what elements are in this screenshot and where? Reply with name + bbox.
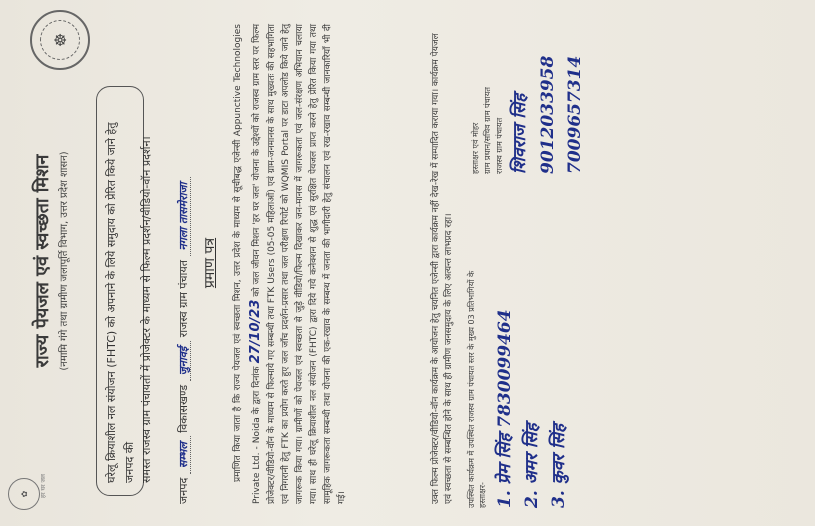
dept-logo-icon: ✿ <box>8 478 40 510</box>
location-row <box>176 24 191 504</box>
para1-start: प्रमाणित किया जाता है कि राज्य पेयजल एवं स्वच्छता मिशन, उत्तर प्रदेश के माध्यम से सूचीबद्ध एजेन्सी Appunctive Technologies Private Ltd. - Noida के द्वारा दिनांक <box>233 24 262 504</box>
gram-value: नगला तासमेराजा <box>177 177 191 257</box>
pradhan-phone-1: 9012033958 <box>537 55 558 174</box>
mission-title: राज्य पेयजल एवं स्वच्छता मिशन <box>32 154 53 368</box>
pradhan-signature-block <box>470 14 589 174</box>
participant-1-signature: 1. प्रेम सिंह 7830099464 <box>495 309 515 508</box>
pradhan-name-signature: शिवराज सिंह <box>510 93 530 174</box>
janpad-value: सम्भल <box>177 436 191 474</box>
gram-label: राजस्व ग्राम पंचायत <box>177 259 190 338</box>
certificate-paragraph-1 <box>232 24 350 504</box>
para1-end: को जल जीवन मिशन 'हर घर जल' योजना के उद्देश्यों को राजस्व ग्राम स्तर पर फिल्म प्रोजेक्टर/वीडियो-वॉन के माध्यम से फिल्माये गए सम्बन्धी तथा FTK Users (05-05 महिलाओं) एवं ग्राम-जनमानस के साथ मुख्यतः की सहभागिता एवं निगरानी हेतु FTK का प्रयोग करते हुए जल जाँच प्रदर्शन-प्रसार तथा जल परीक्षण रिपोर्ट को WQMIS Portal पर डाटा अपलोड किये जाने हेतु जागरूक किया गया। ग्रामीणों को पेयजल एवं स्वच्छता से जुड़े वीडियो/फिल्म दिखाकर जन-मानस में जागरूकता एवं जल-संरक्षण अभियान चलाया गया। साथ ही घरेलू क्रियाशील नल संयोजन (FHTC) द्वारा दिये गये कनेक्शन से शुद्ध एवं सुरक्षित पेयजल प्राप्त करने हेतु प्रेरित किया गया तथा सामूहिक जागरूकता सम्बन्धी तथा योजना की एक-रखाव के सम्बन्ध में जनता की भागीदारी हेतु संचालन एवं रख-रखाव सम्बन्धी जानकारियाँ भी दी गई। <box>251 24 347 504</box>
mission-subtitle: (नमामि गंगे तथा ग्रामीण जलापूर्ति विभाग, उत्तर प्रदेश शासन) <box>59 151 70 371</box>
box-line-2: समस्त राजस्व ग्राम पंचायतों में प्रोजेक्टर के माध्यम से फिल्म प्रदर्शन/वीडियो-वॉन प्रदर्शन। <box>140 136 154 483</box>
certificate-heading: प्रमाण पत्र <box>202 237 218 289</box>
state-emblem-icon <box>30 10 90 70</box>
program-description-box <box>96 86 154 496</box>
program-date: 27/10/23 <box>247 299 263 364</box>
block-value: जुनावई <box>177 341 191 382</box>
janpad-label: जनपद <box>177 477 190 504</box>
participant-3-signature: 3. कुवर सिंह <box>549 424 569 508</box>
logo-caption: हर घर जल <box>40 474 47 498</box>
gram-panchayat-label: राजस्व ग्राम पंचायत <box>495 117 504 174</box>
block-label: विकासखण्ड <box>177 384 190 433</box>
participants-section <box>466 248 569 508</box>
sign-stamp-label: हस्ताक्षर एवं मोहर <box>471 122 480 174</box>
certificate-body <box>232 24 354 504</box>
pradhan-phone-2: 7009657314 <box>565 55 585 174</box>
participants-caption: उपस्थित कार्यक्रम में उपस्थित राजस्व ग्राम पंचायत स्तर के मुख्य 03 प्रतिभागियों के हस्ताक्षर- <box>467 270 487 508</box>
pradhan-designation: ग्राम प्रधान/सचिव ग्राम पंचायत <box>483 87 492 174</box>
emblem-inner-icon: ☸ <box>40 20 80 60</box>
participant-2-signature: 2. अमर सिंह <box>522 423 542 508</box>
box-line-1: घरेलू क्रियाशील नल संयोजन (FHTC) को अपनाने के लिये समुदाय को प्रेरित किये जाने हेतु जनपद की <box>105 122 136 483</box>
certificate-paragraph-2: उक्त फिल्म प्रोजेक्टर/वीडियो-वॉन कार्यक्रम के आयोजन हेतु चयनित एजेन्सी द्वारा कार्यक्रम नहीं देख-रेख में सम्पादित कराया गया। कार्यक्रम पेयजल एवं स्वच्छता से सम्बन्धित होने के साथ ही ग्रामीण जनसमुदाय के लिए अत्यन्त लाभप्रद रहा। <box>431 33 454 504</box>
